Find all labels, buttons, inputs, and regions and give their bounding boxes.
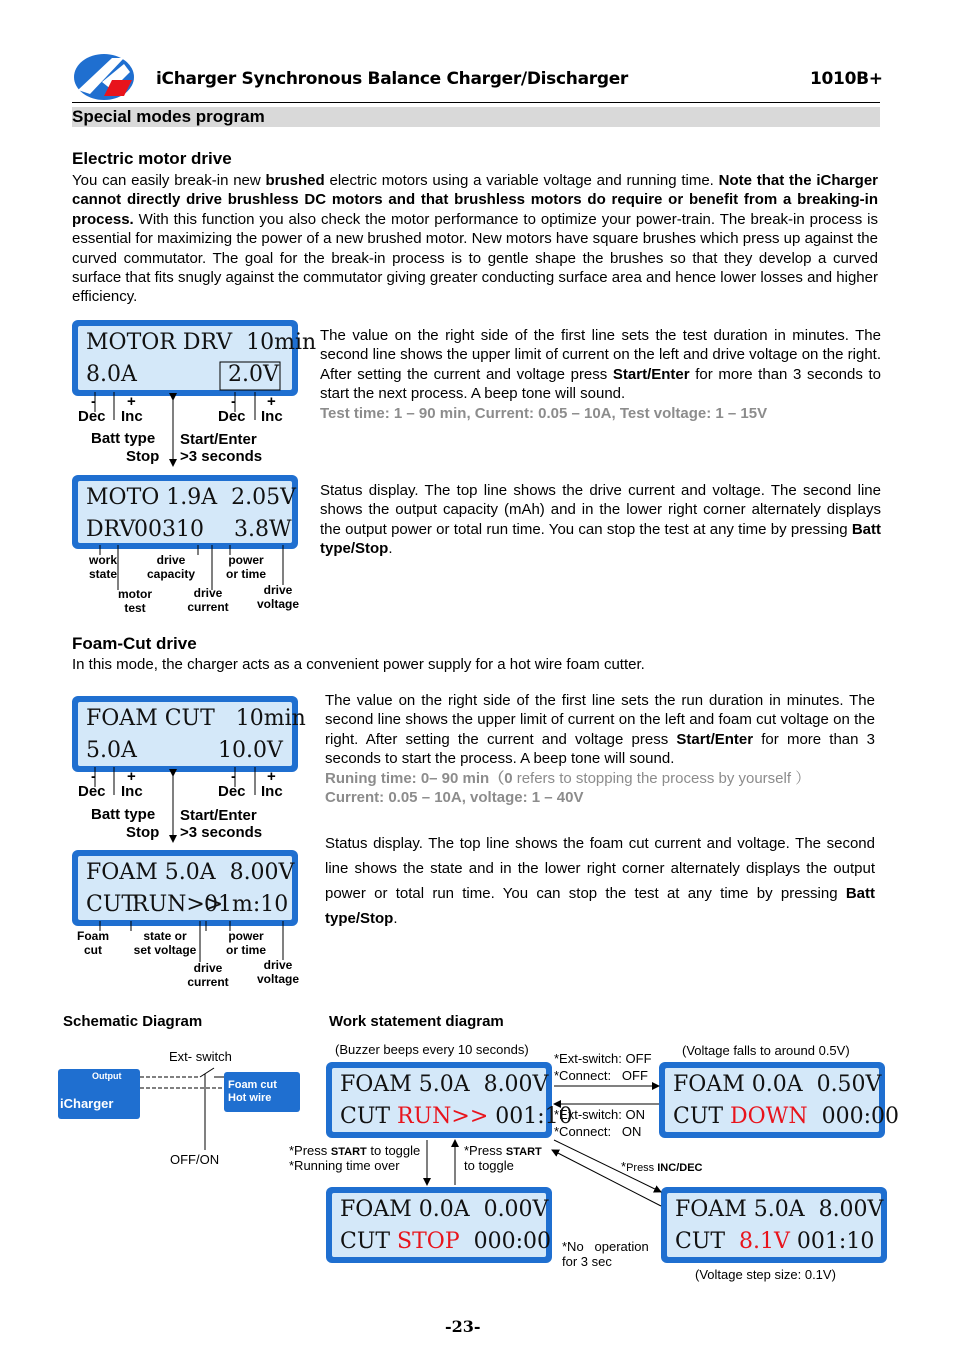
motor-intro: You can easily break-in new brushed electric motors using a variable voltage and running time. Note that the iCharger cannot directly drive brushless DC motors and that brushless motors do require or benefit from a breaking-in process. With this function you also check the motor performance to optimize your power-train. The break-in process is essential for maximizing the power of a new brushed motor. New motors have square brushes which press up against the curved commutator. The goal for the break-in process is to gentle shape the brushes so that they develop a curved surface that fits snugly against the commutator giving greater conducting surface area and hence lower losses and higher efficiency. bbox=[72, 172, 879, 306]
power-time-label: power or time bbox=[225, 929, 266, 957]
lcd-line-1: FOAM 0.0A 0.00V bbox=[340, 1197, 549, 1222]
lcd-line-1: FOAM CUT 10min bbox=[86, 706, 306, 731]
batt-type-label: Batt type bbox=[91, 430, 156, 447]
foam-intro: In this mode, the charger acts as a convenient power supply for a hot wire foam cutter. bbox=[72, 656, 645, 673]
lcd-line-2: CUT RUN>> 001:10 bbox=[340, 1104, 573, 1129]
motor-desc-2: Status display. The top line shows the drive current and voltage. The second line shows the output capacity (mAh) and in the lower right corner alternately displays the output power or total run time. You can stop the test at any time by pressing Batt type/Stop. bbox=[320, 482, 881, 558]
lcd-line-2c: 3.8W bbox=[234, 517, 292, 542]
off-on-label: OFF/ON bbox=[170, 1152, 220, 1167]
lcd-line-2c: 01m:10 bbox=[204, 892, 289, 917]
lcd-line-2a: DRV bbox=[86, 517, 136, 542]
three-seconds-label: >3 seconds bbox=[180, 448, 263, 465]
ext-switch-off-note: *Ext-switch: OFF bbox=[554, 1051, 652, 1066]
foam-cut-label: Foam cut bbox=[76, 929, 109, 957]
plus-label: + bbox=[127, 768, 136, 785]
motor-desc-1: The value on the right side of the first line sets the test duration in minutes. The second line shows the upper limit of current on the left and drive voltage on the right. After setting the current and voltage press Start/Enter for more than 3 seconds to start the next process. A beep tone will sound. Test time: 1 – 90 min, Current: 0.05 – 10A, Test voltage: 1 – 15V bbox=[320, 327, 882, 422]
inc-label: Inc bbox=[121, 783, 143, 800]
icharger-label: iCharger bbox=[60, 1096, 114, 1111]
stop-label: Stop bbox=[126, 448, 160, 465]
start-enter-label: Start/Enter bbox=[180, 431, 257, 448]
stop-label: Stop bbox=[126, 824, 160, 841]
lcd-line-1: FOAM 5.0A 8.00V bbox=[675, 1197, 884, 1222]
lcd-line-2b: 10.0V bbox=[218, 738, 283, 763]
hot-wire-label: Hot wire bbox=[228, 1092, 272, 1104]
foam-desc-1: The value on the right side of the first line sets the run duration in minutes. The second line shows the upper limit of current on the left and foam cut voltage on the right. After setting the current and voltage press Start/Enter for more than 3 seconds to start the process. A beep tone will sound. Runing time: 0– 90 min（0 refers to stopping the process by yourself ） Current: 0.05 – 10A, voltage: 1 – 40V bbox=[325, 692, 876, 807]
lcd-line-2b: 2.0V bbox=[228, 362, 279, 387]
buzzer-note: (Buzzer beeps every 10 seconds) bbox=[335, 1042, 529, 1057]
connect-on-note: *Connect: ON bbox=[554, 1124, 642, 1139]
voltage-falls-note: (Voltage falls to around 0.5V) bbox=[682, 1043, 850, 1058]
inc-label: Inc bbox=[261, 408, 283, 425]
start-enter-label: Start/Enter bbox=[180, 807, 257, 824]
dec-label: Dec bbox=[218, 408, 246, 425]
drive-current-label: drive current bbox=[187, 961, 229, 989]
press-incdec-note: *Press INC/DEC bbox=[621, 1159, 703, 1174]
foam-heading: Foam-Cut drive bbox=[72, 634, 197, 653]
header-title: iCharger Synchronous Balance Charger/Discharger bbox=[156, 69, 629, 89]
batt-type-label: Batt type bbox=[91, 806, 156, 823]
dec-label: Dec bbox=[78, 408, 106, 425]
motor-test-label: motor test bbox=[118, 587, 152, 615]
lcd-line-1: FOAM 5.0A 8.00V bbox=[86, 860, 295, 885]
lcd-line-2: CUT DOWN 000:00 bbox=[673, 1104, 899, 1129]
press-start-note: *Press START to toggle *Running time over bbox=[289, 1143, 421, 1173]
step-size-note: (Voltage step size: 0.1V) bbox=[695, 1267, 836, 1282]
lcd-line-1: FOAM 5.0A 8.00V bbox=[340, 1072, 549, 1097]
plus-label: + bbox=[267, 393, 276, 410]
lcd-line-1: MOTO 1.9A 2.05V bbox=[86, 485, 296, 510]
work-state-label: work state bbox=[88, 553, 117, 581]
drive-capacity-label: drive capacity bbox=[146, 553, 196, 581]
lcd-line-2a: CUT bbox=[86, 892, 137, 917]
plus-label: + bbox=[127, 393, 136, 410]
no-operation-note: *No operation for 3 sec bbox=[562, 1239, 649, 1269]
press-start-toggle-note: *Press START to toggle bbox=[464, 1143, 542, 1173]
three-seconds-label: >3 seconds bbox=[180, 824, 263, 841]
ext-switch-label: Ext- switch bbox=[169, 1049, 232, 1064]
section-title: Special modes program bbox=[72, 107, 880, 127]
lcd-line-2: CUT STOP 000:00 bbox=[340, 1229, 552, 1254]
work-title: Work statement diagram bbox=[329, 1013, 504, 1030]
drive-voltage-label: drive voltage bbox=[256, 958, 299, 986]
motor-heading: Electric motor drive bbox=[72, 149, 232, 168]
schematic-title: Schematic Diagram bbox=[63, 1013, 203, 1030]
dec-label: Dec bbox=[218, 783, 246, 800]
foam-cut-label: Foam cut bbox=[228, 1079, 277, 1091]
plus-label: + bbox=[267, 768, 276, 785]
minus-label: - bbox=[91, 768, 96, 785]
connect-off-note: *Connect: OFF bbox=[554, 1068, 648, 1083]
drive-current-label: drive current bbox=[187, 586, 229, 614]
lcd-line-2: CUT 8.1V 001:10 bbox=[675, 1229, 875, 1254]
lcd-line-2b: RUN>> bbox=[132, 892, 224, 917]
foam-desc-2: Status display. The top line shows the foam cut current and voltage. The second line shows the state and in the lower right corner alternately displays the output power or total run time. You can stop the test at any time by pressing Batt type/Stop. bbox=[325, 835, 875, 927]
lcd-line-1: MOTOR DRV 10min bbox=[86, 330, 317, 355]
minus-label: - bbox=[231, 393, 236, 410]
ext-switch-on-note: *Ext-switch: ON bbox=[554, 1107, 646, 1122]
lcd-line-2a: 8.0A bbox=[86, 362, 137, 387]
minus-label: - bbox=[91, 393, 96, 410]
inc-label: Inc bbox=[261, 783, 283, 800]
lcd-line-2a: 5.0A bbox=[86, 738, 137, 763]
output-label: Output bbox=[92, 1071, 122, 1081]
lcd-line-2b: 00310 bbox=[134, 517, 204, 542]
state-voltage-label: state or set voltage bbox=[133, 929, 197, 957]
lcd-line-1: FOAM 0.0A 0.50V bbox=[673, 1072, 882, 1097]
minus-label: - bbox=[231, 768, 236, 785]
dec-label: Dec bbox=[78, 783, 106, 800]
inc-label: Inc bbox=[121, 408, 143, 425]
drive-voltage-label: drive voltage bbox=[256, 583, 299, 611]
page-number: -23- bbox=[445, 1317, 481, 1336]
header-model: 1010B+ bbox=[810, 69, 883, 89]
power-time-label: power or time bbox=[225, 553, 266, 581]
